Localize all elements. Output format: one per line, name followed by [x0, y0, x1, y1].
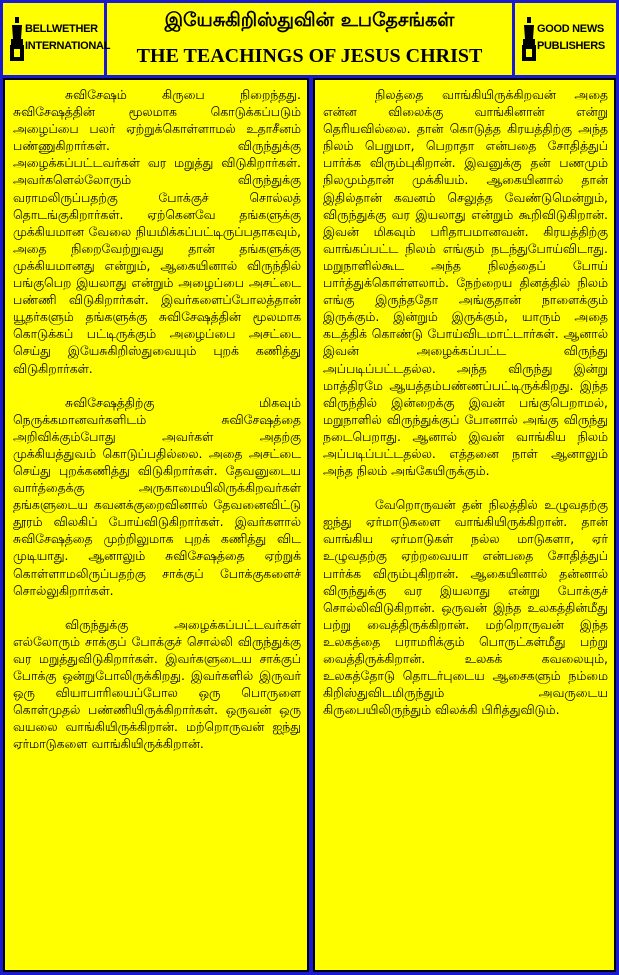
logo-left-line1: BELLWETHER	[25, 23, 98, 35]
paragraph: வேறொருவன் தன் நிலத்தில் உழுவதற்கு ஐந்து ஏர்மாடுகளை வாங்கியிருக்கிறான். தான் வாங்கிய ஏர்மாடுகள் நல்ல மாடுகளா, ஏர் உழுவதற்கு ஏற்றவையா என்பதை சோதித்துப் பார்க்க விரும்புகிறான். ஆகையினால் தன்னால் விருந்துக்கு வர இயலாது என்று போக்குச் சொல்லிவிடுகிறான். ஒருவன் இந்த உலகத்தின்மீது பற்று வைத்திருக்கிறான். மற்றொருவன் இந்த உலகத்தை பராமரிக்கும் பொருட்கள்மீது பற்று வைத்திருக்கிறான். உலகக் கவலையும், உலகத்தோடு தொடர்புடைய ஆசைகளும் நம்மை கிறிஸ்துவிடமிருந்தும் அவருடைய கிருபையிலிருந்தும் விலக்கி பிரித்துவிடும்.	[323, 497, 608, 718]
text-column-left	[3, 78, 309, 972]
page-title-tamil: இயேசுகிறிஸ்துவின் உபதேசங்கள்	[164, 9, 455, 31]
logo-right-line2: PUBLISHERS	[537, 40, 605, 52]
bell-tower-icon	[9, 17, 25, 61]
paragraph: நிலத்தை வாங்கியிருக்கிறவன் அதை என்ன விலைக்கு வாங்கினான் என்று தெரியவில்லை. தான் கொடுத்த கிரயத்திற்கு அந்த நிலம் பெறுமா, பெறாதா என்பதை சோதித்துப் பார்க்க விரும்புகிறான். இவனுக்கு தன் பணமும் நிலமும்தான் முக்கியம். ஆகையினால் தான் இதில்தான் கவனம் செலுத்த வேண்டுமென்றும், விருந்துக்கு வர இயலாது என்றும் கூறிவிடுகிறான். இவன் மிகவும் பரிதாபமானவன். கிரயத்திற்கு வாங்கப்பட்ட நிலம் எங்கும் நடந்துபோய்விடாது. மறுநாளில்கூட அந்த நிலத்தைப் போய் பார்த்துக்கொள்ளலாம். நேற்றைய தினத்தில் நிலம் எங்கு இருந்ததோ அங்குதான் நாளைக்கும் இருக்கும். இன்றும் இருக்கும், யாரும் அதை கடத்திக் கொண்டு போய்விடமாட்டார்கள். ஆனால் இவன் அழைக்கப்பட்ட விருந்து அப்படிப்பட்டதல்ல. அந்த விருந்து இன்று மாத்திரமே ஆயத்தம்பண்ணப்பட்டிருக்கிறது. இந்த விருந்தில் இன்றைக்கு இவன் பங்குபெறாமல், மறுநாளில் விருந்துக்குப் போனால் அங்கு விருந்து நடைபெறாது. ஆனால் இவன் வாங்கிய நிலம் அப்படிப்பட்டதல்ல. எத்தனை நாள் ஆனாலும் அந்த நிலம் அங்கேயிருக்கும்.	[323, 87, 608, 479]
logo-left-line2: INTERNATIONAL	[25, 40, 111, 52]
text-column-right	[313, 78, 616, 972]
header-banner	[3, 3, 616, 75]
good-news-logo	[512, 3, 616, 75]
paragraph: விருந்துக்கு அழைக்கப்பட்டவர்கள் எல்லோரும் சாக்குப் போக்குச் சொல்லி விருந்துக்கு வர மறுத்துவிடுகிறார்கள். இவர்களுடைய சாக்குப் போக்கு ஒன்றுபோலிருக்கிறது. இவர்களில் இருவர் ஒரு வியாபாரியைப்போல ஒரு பொருளை கொள்முதல் பண்ணியிருக்கிறார்கள். ஒருவன் ஒரு வயலை வாங்கியிருக்கிறான். மற்றொருவன் ஐந்து ஏர்மாடுகளை வாங்கியிருக்கிறான்.	[13, 616, 301, 752]
title-area	[107, 3, 512, 75]
logo-right-line1: GOOD NEWS	[537, 23, 604, 35]
paragraph: சுவிசேஷம் கிருபை நிறைந்தது. சுவிசேஷத்தின் மூலமாக கொடுக்கப்படும் அழைப்பை பலர் ஏற்றுக்கொள்ளாமல் உதாசீனம் பண்ணுகிறார்கள். விருந்துக்கு அழைக்கப்பட்டவர்கள் வர மறுத்து விடுகிறார்கள். அவர்களெல்லோரும் விருந்துக்கு வராமலிருப்பதற்கு போக்குச் சொல்லத் தொடங்குகிறார்கள். ஏற்கெனவே தங்களுக்கு முக்கியமான வேலை நியமிக்கப்பட்டிருப்பதாகவும், அதை நிறைவேற்றுவது தான் தங்களுக்கு முக்கியமானது என்றும், ஆகையினால் விருந்தில் பங்குபெற இயலாது என்றும் அழைப்பை அசட்டை பண்ணி விடுகிறார்கள். இவர்களைப்போலத்தான் யூதர்களும் தங்களுக்கு சுவிசேஷத்தின் மூலமாக கொடுக்கப் பட்டிருக்கும் அழைப்பை அசட்டை செய்து இயேசுகிறிஸ்துவையும் புறக் கணித்து விடுகிறார்கள்.	[13, 87, 301, 376]
paragraph: சுவிசேஷத்திற்கு மிகவும் நெருக்கமானவர்களிடம் சுவிசேஷத்தை அறிவிக்கும்போது அவர்கள் அதற்கு முக்கியத்துவம் கொடுப்பதில்லை. அதை அசட்டை செய்து புறக்கணித்து விடுகிறார்கள். தேவனுடைய வார்த்தைக்கு அருகாமையிலிருக்கிறவர்கள் தங்களுடைய கவனக்குறைவினால் தேவனைவிட்டு தூரம் விலகிப் போய்விடுகிறார்கள். இவர்களால் சுவிசேஷத்தை முற்றிலுமாக புறக் கணித்து விட முடியாது. ஆனாலும் சுவிசேஷத்தை ஏற்றுக் கொள்ளாமலிருப்பதற்கு சாக்குப் போக்குகளைச் சொல்லுகிறார்கள்.	[13, 394, 301, 598]
bellwether-logo	[3, 3, 111, 75]
bell-tower-icon	[521, 17, 537, 61]
page-title-english: THE TEACHINGS OF JESUS CHRIST	[136, 45, 483, 67]
